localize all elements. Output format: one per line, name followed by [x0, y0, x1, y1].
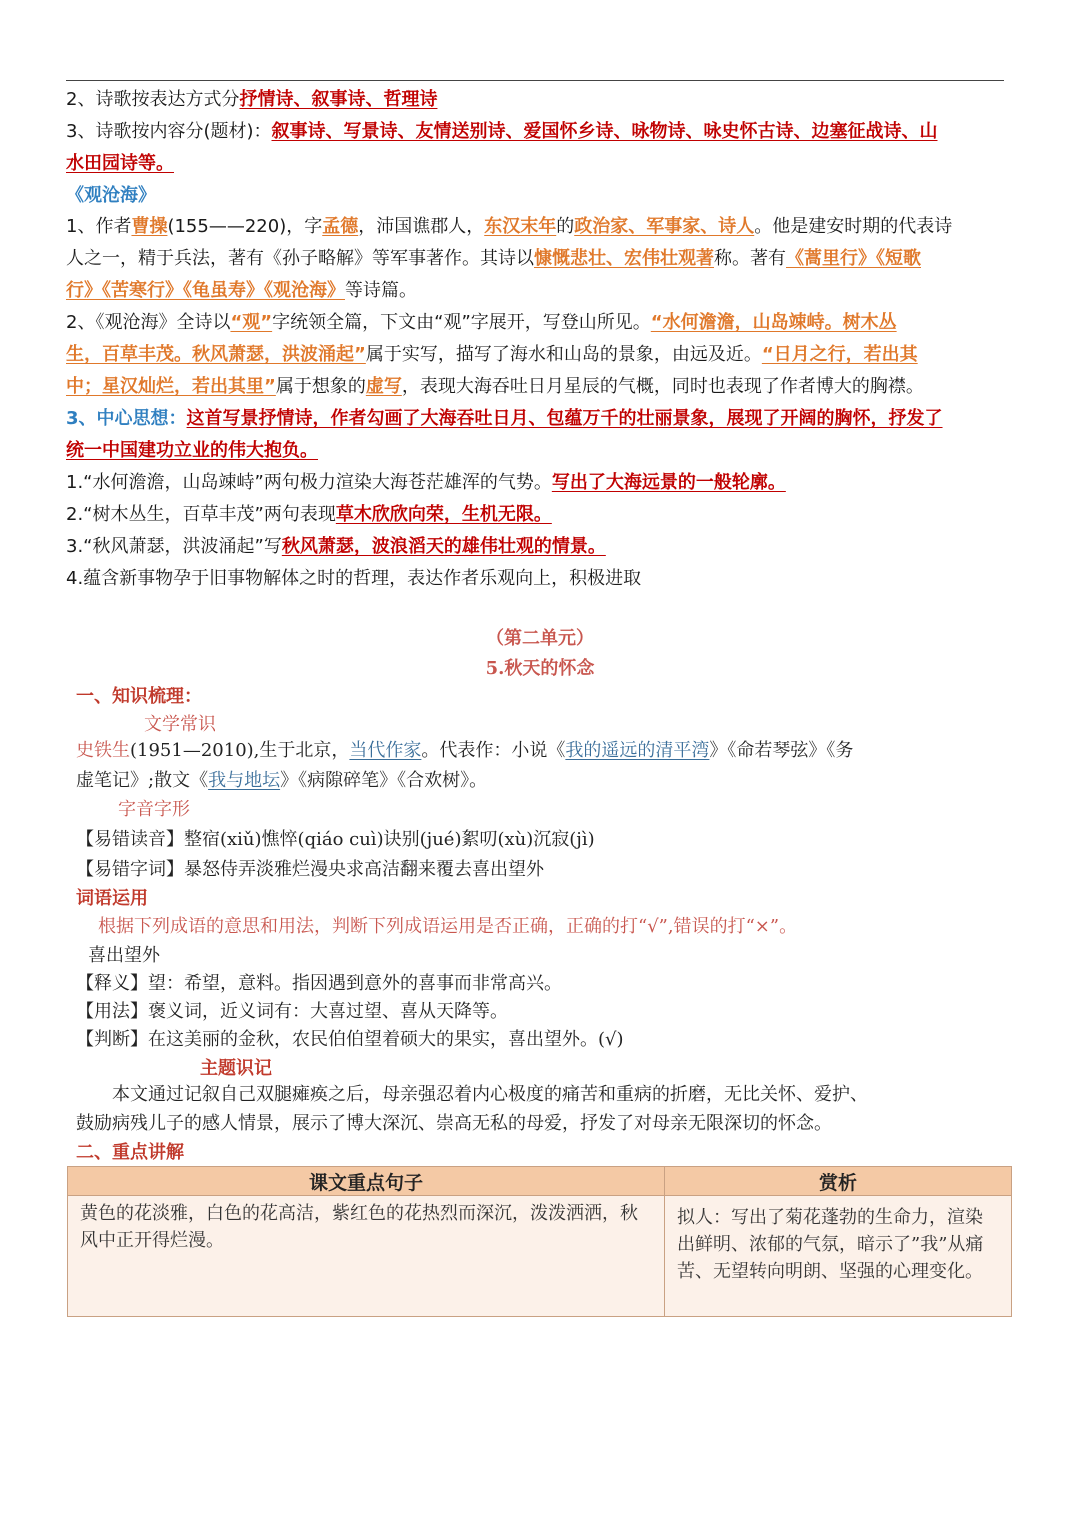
- key-sentence-table: [67, 1166, 1012, 1317]
- table-cell-analysis: 拟人：写出了菊花蓬勃的生命力，渲染出鲜明、浓郁的气氛，暗示了”我”从痛苦、无望转向明朗、坚强的心理变化。: [665, 1196, 1012, 1317]
- table-header-analysis: 赏析: [665, 1167, 1012, 1196]
- theme-line2: 鼓励病残儿子的感人情景，展示了博大深沉、崇高无私的母爱，抒发了对母亲无限深切的怀念。: [76, 1113, 832, 1134]
- table-cell-sentence: 黄色的花淡雅，白色的花高洁，紫红色的花热烈而深沉，泼泼洒洒，秋风中正开得烂漫。: [68, 1196, 665, 1317]
- author-para-line3: 行》《苦寒行》《龟虽寿》《观沧海》等诗篇。: [66, 280, 417, 301]
- table-header-sentence: 课文重点句子: [68, 1167, 665, 1196]
- section-heading-knowledge: 一、知识梳理：: [76, 686, 202, 707]
- poem-analysis-line1: 2、《观沧海》全诗以“观”字统领全篇，下文由“观”字展开，写登山所见。“水何澹澹，山岛竦峙。树木丛: [66, 312, 897, 333]
- author-info-line2: 虚笔记》;散文《我与地坛》《病隙碎笔》《合欢树》。: [76, 770, 488, 791]
- author-para-line1: 1、作者曹操(155——220)，字孟德，沛国谯郡人，东汉末年的政治家、军事家、诗人。他是建安时期的代表诗: [66, 216, 953, 237]
- error-words-line: 【易错字词】暴怒侍弄淡雅烂漫央求高洁翻来覆去喜出望外: [76, 859, 544, 880]
- poem-analysis-line2: 生，百草丰茂。秋风萧瑟，洪波涌起”属于实写，描写了海水和山岛的景象，由远及近。“日月之行，若出其: [66, 344, 918, 365]
- poem-analysis-line3: 中；星汉灿烂，若出其里”属于想象的虚写，表现大海吞吐日月星辰的气概，同时也表现了作者博大的胸襟。: [66, 376, 924, 397]
- note-4: 4.蕴含新事物孕于旧事物解体之时的哲理，表达作者乐观向上，积极进取: [66, 568, 642, 589]
- author-info-line1: 史铁生(1951—2010),生于北京，当代作家。代表作：小说《我的遥远的清平湾》《命若琴弦》《务: [76, 740, 854, 761]
- poetry-content-line-cont: 水田园诗等。: [66, 153, 174, 174]
- theme-heading: 主题识记: [200, 1058, 272, 1079]
- section-heading-key-points: 二、重点讲解: [76, 1142, 184, 1163]
- poem-title: 《观沧海》: [66, 185, 156, 206]
- central-idea-line1: 3、中心思想：这首写景抒情诗，作者勾画了大海吞吐日月、包蕴万千的壮丽景象，展现了开阔的胸怀，抒发了: [66, 408, 943, 429]
- usage-heading: 词语运用: [76, 888, 148, 909]
- literature-heading: 文学常识: [144, 714, 216, 735]
- header-rule: [66, 80, 1004, 81]
- note-1: 1.“水何澹澹，山岛竦峙”两句极力渲染大海苍茫雄浑的气势。写出了大海远景的一般轮廓。: [66, 472, 786, 493]
- idiom-judgement: 【判断】在这美丽的金秋，农民伯伯望着硕大的果实，喜出望外。(√): [76, 1029, 624, 1050]
- author-para-line2: 人之一，精于兵法，著有《孙子略解》等军事著作。其诗以慷慨悲壮、宏伟壮观著称。著有《蒿里行》《短歌: [66, 248, 921, 269]
- idiom-usage: 【用法】褒义词，近义词有：大喜过望、喜从天降等。: [76, 1001, 508, 1022]
- usage-instruction: 根据下列成语的意思和用法，判断下列成语运用是否正确，正确的打“√”,错误的打“×”。: [98, 916, 798, 937]
- unit-title: （第二单元）: [486, 628, 594, 649]
- poetry-content-line: 3、诗歌按内容分(题材)：叙事诗、写景诗、友情送别诗、爱国怀乡诗、咏物诗、咏史怀古诗、边塞征战诗、山: [66, 121, 938, 142]
- theme-line1: 本文通过记叙自己双腿瘫痪之后，母亲强忍着内心极度的痛苦和重病的折磨，无比关怀、爱护、: [112, 1084, 868, 1105]
- poetry-expression-line: 2、诗歌按表达方式分抒情诗、叙事诗、哲理诗: [66, 89, 438, 110]
- pronunciation-line: 【易错读音】整宿(xiǔ)憔悴(qiáo cuì)诀别(jué)絮叨(xù)沉寂(jì): [76, 829, 595, 850]
- idiom: 喜出望外: [88, 945, 160, 966]
- note-2: 2.“树木丛生，百草丰茂”两句表现草木欣欣向荣，生机无限。: [66, 504, 552, 525]
- char-heading: 字音字形: [118, 799, 190, 820]
- idiom-meaning: 【释义】望：希望，意料。指因遇到意外的喜事而非常高兴。: [76, 973, 562, 994]
- lesson-title: 5.秋天的怀念: [485, 658, 595, 679]
- central-idea-line2: 统一中国建功立业的伟大抱负。: [66, 440, 318, 461]
- note-3: 3.“秋风萧瑟，洪波涌起”写秋风萧瑟，波浪滔天的雄伟壮观的情景。: [66, 536, 606, 557]
